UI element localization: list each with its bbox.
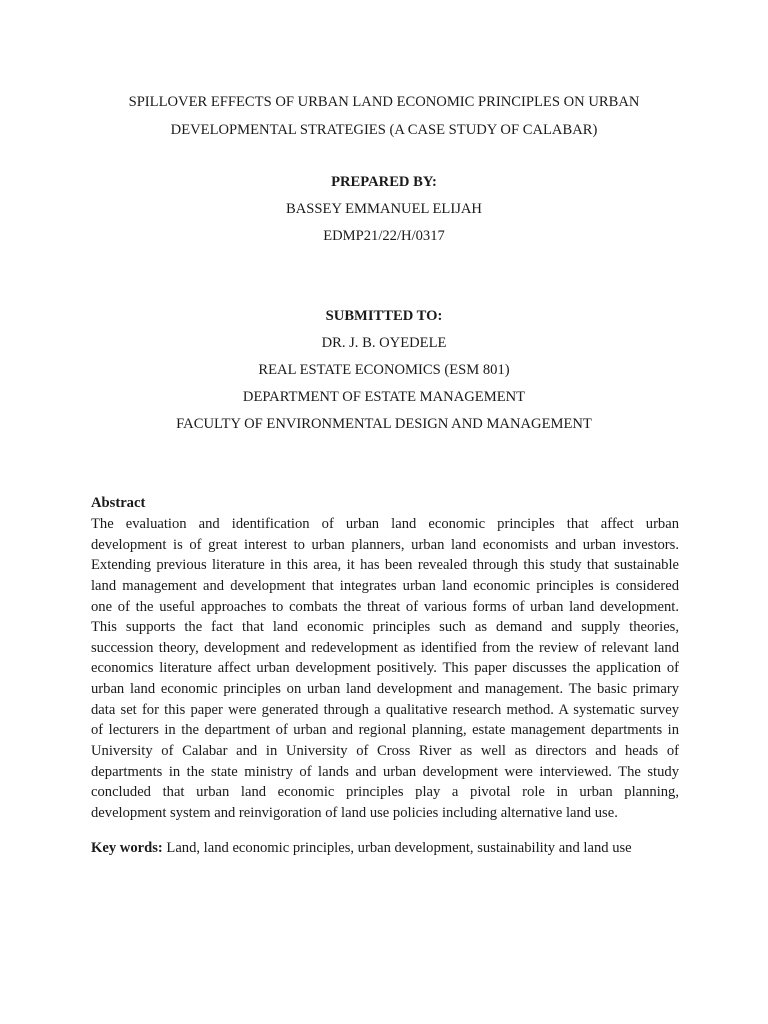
abstract-heading: Abstract <box>91 495 146 511</box>
abstract-line: concluded that urban land economic principles play a pivotal role in urban planning, <box>91 784 679 801</box>
course-name: REAL ESTATE ECONOMICS (ESM 801) <box>258 362 510 378</box>
department-name: DEPARTMENT OF ESTATE MANAGEMENT <box>242 389 526 405</box>
prepared-by-heading: PREPARED BY: <box>331 174 437 190</box>
abstract-line: succession theory, development and redevelopment as identified from the review of relevant land <box>91 639 679 656</box>
keywords-paragraph <box>91 838 632 858</box>
abstract-line: This supports the fact that land economic principles such as demand and supply theories, <box>91 619 679 636</box>
abstract-line: land management and development that integrates urban land economic principles is considered <box>91 577 679 594</box>
abstract-line: development system and reinvigoration of land use policies including alternative land use. <box>91 804 618 821</box>
abstract-line: data set for this paper were generated through a qualitative research method. A systematic survey <box>91 701 679 718</box>
author-name: BASSEY EMMANUEL ELIJAH <box>286 201 482 217</box>
abstract-line: economics literature affect urban development positively. This paper discusses the application of <box>91 660 679 677</box>
abstract-line: Extending previous literature in this area, it has been revealed through this study that sustainable <box>91 557 679 574</box>
abstract-line: University of Calabar and in University of Cross River as well as directors and heads of <box>91 743 679 760</box>
title-line-1: SPILLOVER EFFECTS OF URBAN LAND ECONOMIC PRINCIPLES ON URBAN <box>128 94 640 110</box>
title-line-2: DEVELOPMENTAL STRATEGIES (A CASE STUDY OF CALABAR) <box>170 122 598 138</box>
abstract-line: of lecturers in the department of urban and regional planning, estate management departments in <box>91 722 679 739</box>
lecturer-name: DR. J. B. OYEDELE <box>321 335 447 351</box>
abstract-body <box>91 514 679 824</box>
abstract-line: one of the useful approaches to combats the threat of various forms of urban land development. <box>91 598 679 615</box>
submitted-to-heading: SUBMITTED TO: <box>325 308 443 324</box>
faculty-name: FACULTY OF ENVIRONMENTAL DESIGN AND MANAGEMENT <box>176 416 592 432</box>
abstract-line: The evaluation and identification of urban land economic principles that affect urban <box>91 516 679 532</box>
abstract-line: departments in the state ministry of lands and urban development were interviewed. The study <box>91 763 679 780</box>
keywords-label: Key words: <box>91 840 163 856</box>
registration-number: EDMP21/22/H/0317 <box>323 228 445 244</box>
keywords-text: Land, land economic principles, urban development, sustainability and land use <box>162 840 632 856</box>
abstract-line: urban land economic principles on urban land development and management. The basic primary <box>91 681 679 698</box>
abstract-line: development is of great interest to urban planners, urban land economists and urban investors. <box>91 536 679 553</box>
